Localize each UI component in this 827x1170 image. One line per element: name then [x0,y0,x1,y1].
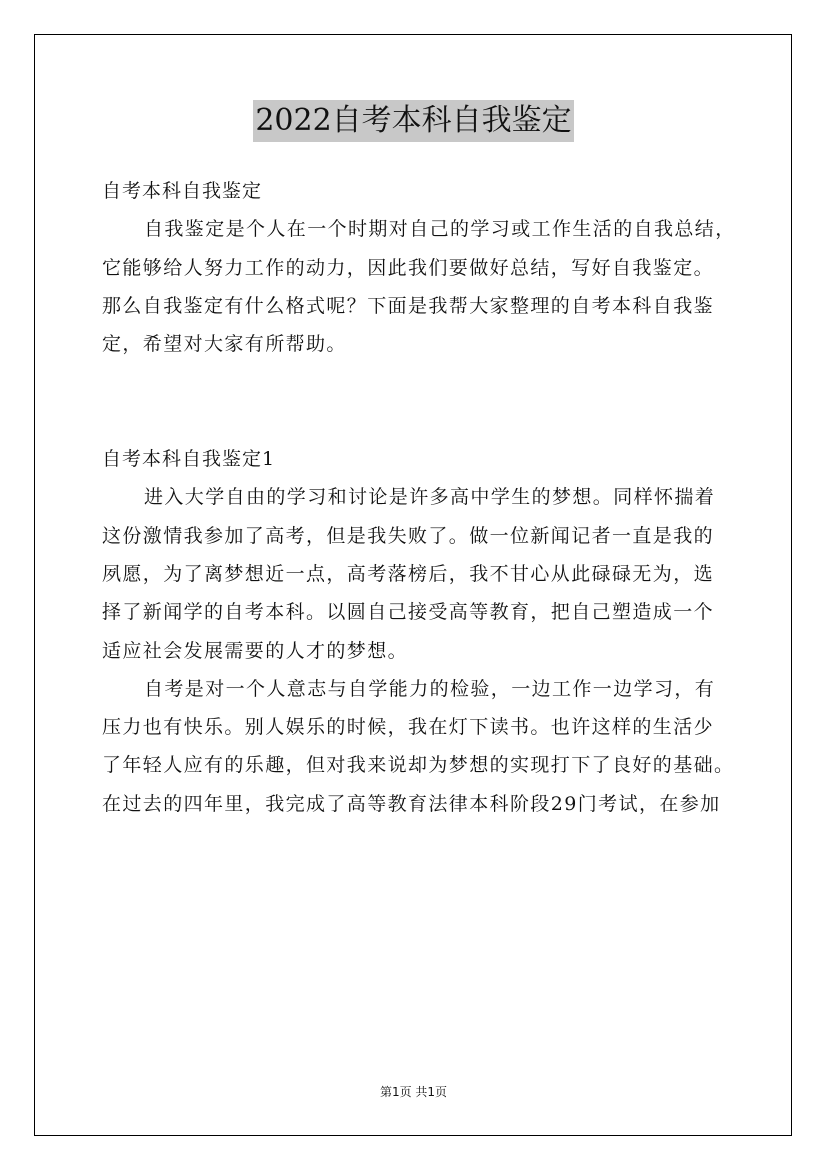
document-body [102,172,736,823]
text-line: 在过去的四年里，我完成了高等教育法律本科阶段29门考试，在参加 [102,792,721,815]
text-line: 定，希望对大家有所帮助。 [102,333,347,356]
text-line: 夙愿，为了离梦想近一点，高考落榜后，我不甘心从此碌碌无为，选 [102,562,715,585]
section-heading: 自考本科自我鉴定 [102,180,263,202]
text-line: 自我鉴定是个人在一个时期对自己的学习或工作生活的自我总结， [144,218,736,241]
blank-line [102,363,730,401]
blank-line [102,402,730,440]
document-title: 2022自考本科自我鉴定 [253,100,573,142]
text-line: 自考是对一个人意志与自学能力的检验，一边工作一边学习，有 [144,677,716,700]
text-line: 那么自我鉴定有什么格式呢？下面是我帮大家整理的自考本科自我鉴 [102,294,715,317]
text-line: 择了新闻学的自考本科。以圆自己接受高等教育，把自己塑造成一个 [102,601,715,624]
text-line: 适应社会发展需要的人才的梦想。 [102,639,409,662]
text-line: 这份激情我参加了高考，但是我失败了。做一位新闻记者一直是我的 [102,524,715,547]
page-footer: 第1页 共1页 [379,1085,448,1099]
text-line: 了年轻人应有的乐趣，但对我来说却为梦想的实现打下了良好的基础。 [102,754,735,777]
section-heading: 自考本科自我鉴定1 [102,448,276,471]
text-line: 压力也有快乐。别人娱乐的时候，我在灯下读书。也许这样的生活少 [102,716,715,739]
title-container [0,100,827,142]
text-line: 它能够给人努力工作的动力，因此我们要做好总结，写好自我鉴定。 [102,256,715,279]
text-line: 进入大学自由的学习和讨论是许多高中学生的梦想。同样怀揣着 [144,486,716,509]
